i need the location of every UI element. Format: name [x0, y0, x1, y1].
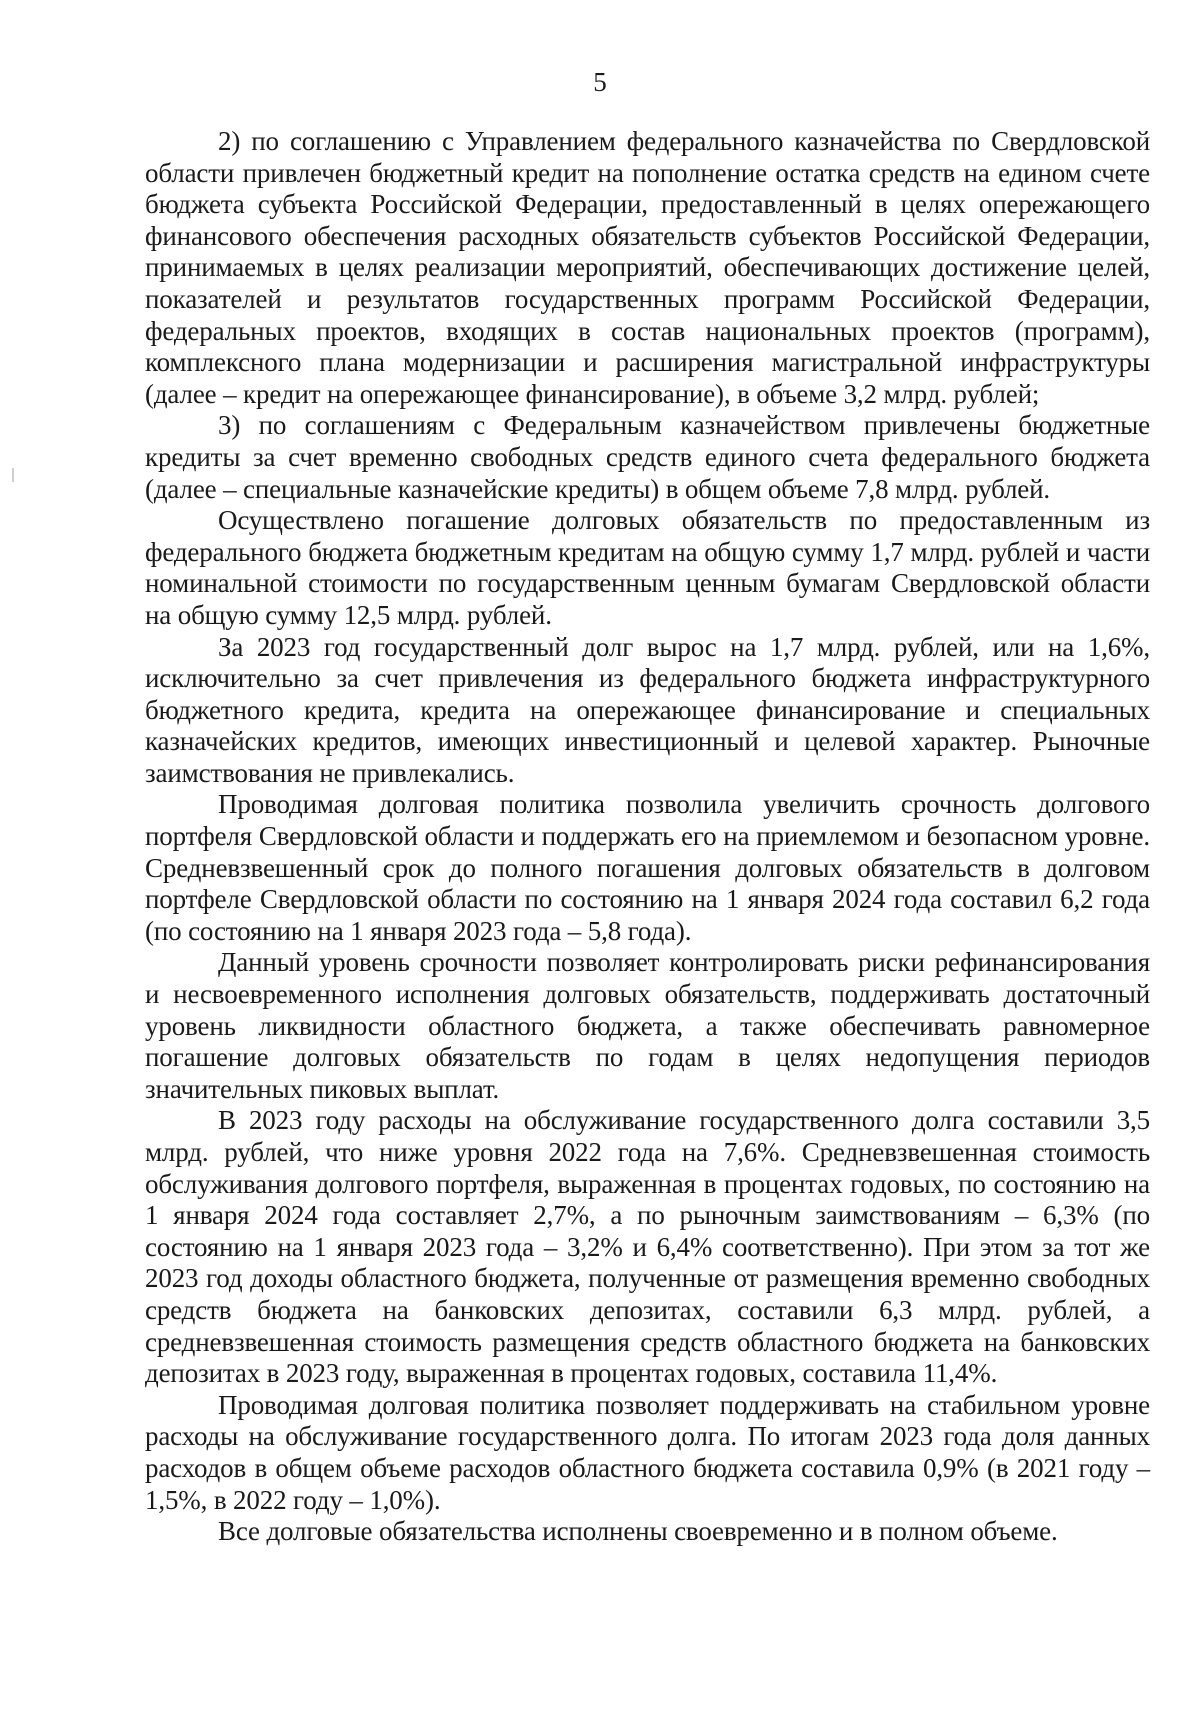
- paragraph-debt-service-costs: В 2023 году расходы на обслуживание государственного долга составили 3,5 млрд. рублей, что ниже уровня 2022 года на 7,6%. Средневзвешенная стоимость обслуживания долгового портфеля, выраженная в процентах годовых, по состоянию на 1 января 2024 года составляет 2,7%, а по рыночным заимствованиям – 6,3% (по состоянию на 1 января 2023 года – 3,2% и 6,4% соответственно). При этом за тот же 2023 год доходы областного бюджета, полученные от размещения временно свободных средств бюджета на банковских депозитах, составили 6,3 млрд. рублей, а средневзвешенная стоимость размещения средств областного бюджета на банковских депозитах в 2023 году, выраженная в процентах годовых, составила 11,4%.: [145, 1105, 1150, 1389]
- page-number: 5: [593, 67, 607, 97]
- paragraph-debt-repayment: Осуществлено погашение долговых обязательств по предоставленным из федерального бюджета бюджетным кредитам на общую сумму 1,7 млрд. рублей и части номинальной стоимости по государственным ценным бумагам Свердловской области на общую сумму 12,5 млрд. рублей.: [145, 505, 1150, 630]
- paragraph-treasury-credits: 3) по соглашениям с Федеральным казначейством привлечены бюджетные кредиты за счет временно свободных средств единого счета федерального бюджета (далее – специальные казначейские кредиты) в общем объеме 7,8 млрд. рублей.: [145, 410, 1150, 504]
- paragraph-debt-growth-2023: За 2023 год государственный долг вырос на 1,7 млрд. рублей, или на 1,6%, исключительно за счет привлечения из федерального бюджета инфраструктурного бюджетного кредита, кредита на опережающее финансирование и специальных казначейских кредитов, имеющих инвестиционный и целевой характер. Рыночные заимствования не привлекались.: [145, 631, 1150, 788]
- scan-artifact: [12, 468, 14, 482]
- paragraph-risk-control: Данный уровень срочности позволяет контролировать риски рефинансирования и несвоевременного исполнения долговых обязательств, поддерживать достаточный уровень ликвидности областного бюджета, а также обеспечивать равномерное погашение долговых обязательств по годам в целях недопущения периодов значительных пиковых выплат.: [145, 947, 1150, 1104]
- paragraph-debt-maturity: Проводимая долговая политика позволила увеличить срочность долгового портфеля Свердловской области и поддержать его на приемлемом и безопасном уровне. Средневзвешенный срок до полного погашения долговых обязательств в долговом портфеле Свердловской области по состоянию на 1 января 2024 года составил 6,2 года (по состоянию на 1 января 2023 года – 5,8 года).: [145, 789, 1150, 946]
- paragraph-credit-advance-financing: 2) по соглашению с Управлением федерального казначейства по Свердловской области привлечен бюджетный кредит на пополнение остатка средств на едином счете бюджета субъекта Российской Федерации, предоставленный в целях опережающего финансового обеспечения расходных обязательств субъектов Российской Федерации, принимаемых в целях реализации мероприятий, обеспечивающих достижение целей, показателей и результатов государственных программ Российской Федерации, федеральных проектов, входящих в состав национальных проектов (программ), комплексного плана модернизации и расширения магистральной инфраструктуры (далее – кредит на опережающее финансирование), в объеме 3,2 млрд. рублей;: [145, 126, 1150, 409]
- paragraph-debt-policy-share: Проводимая долговая политика позволяет поддерживать на стабильном уровне расходы на обслуживание государственного долга. По итогам 2023 года доля данных расходов в общем объеме расходов областного бюджета составила 0,9% (в 2021 году – 1,5%, в 2022 году – 1,0%).: [145, 1389, 1150, 1515]
- paragraph-obligations-fulfilled: Все долговые обязательства исполнены своевременно и в полном объеме.: [218, 1516, 1058, 1547]
- document-body: [145, 126, 1150, 1548]
